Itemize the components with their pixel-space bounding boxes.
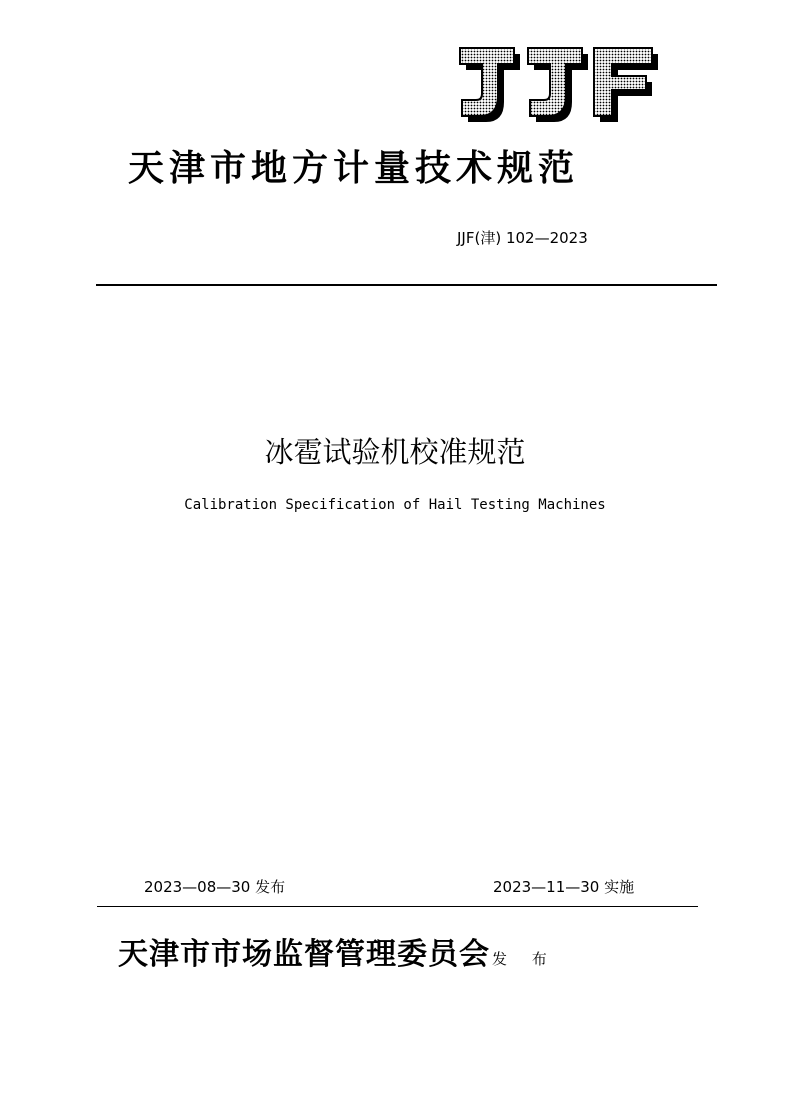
jjf-logo <box>452 44 662 126</box>
implementation-date: 2023—11—30 实施 <box>493 878 635 896</box>
footer-divider <box>97 906 698 907</box>
publisher <box>118 937 557 972</box>
issue-date: 2023—08—30 发布 <box>144 878 286 896</box>
publisher-name: 天津市市场监督管理委员会 <box>118 937 490 972</box>
document-title: 冰雹试验机校准规范 <box>264 435 526 469</box>
org-title: 天津市地方计量技术规范 <box>128 147 580 189</box>
publisher-suffix: 发 布 <box>492 950 557 968</box>
header-divider <box>96 284 717 286</box>
document-subtitle: Calibration Specification of Hail Testing Machines <box>184 497 606 513</box>
document-code: JJF(津) 102—2023 <box>457 229 588 247</box>
